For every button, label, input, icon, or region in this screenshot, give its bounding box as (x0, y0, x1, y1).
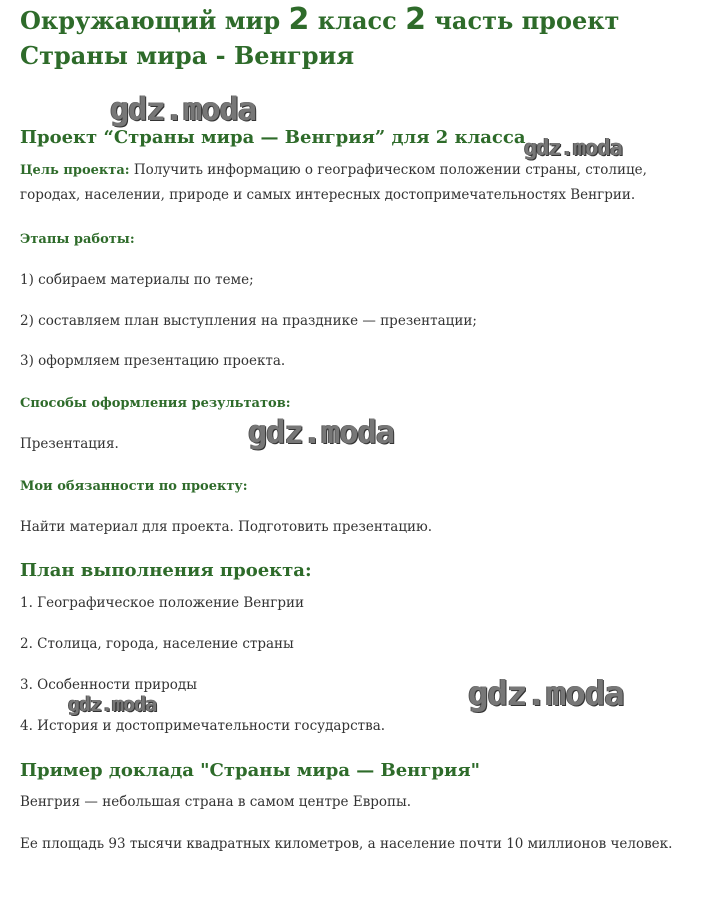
duties-label: Мои обязанности по проекту: (20, 479, 248, 494)
plan-item: 2. Столица, города, население страны (20, 636, 294, 652)
results-text: Презентация. (20, 436, 119, 452)
stage-item: 3) оформляем презентацию проекта. (20, 353, 286, 369)
project-heading: Проект “Страны мира — Венгрия” для 2 класса (20, 127, 526, 148)
page-title: Окружающий мир 2 класс 2 часть проект Страны мира - Венгрия (20, 2, 620, 70)
duties-text: Найти материал для проекта. Подготовить презентацию. (20, 519, 433, 535)
plan-heading: План выполнения проекта: (20, 560, 312, 581)
stage-item: 1) собираем материалы по теме; (20, 272, 254, 288)
watermark: gdz.moda (468, 674, 624, 714)
plan-item: 4. История и достопримечательности государства. (20, 718, 386, 734)
watermark: gdz.moda (110, 90, 257, 128)
watermark: gdz.moda (68, 692, 157, 716)
stages-label: Этапы работы: (20, 232, 135, 247)
plan-item: 1. Географическое положение Венгрии (20, 595, 305, 611)
example-paragraph: Ее площадь 93 тысячи квадратных километров, а население почти 10 миллионов человек. (20, 836, 673, 852)
goal-paragraph: Цель проекта: Получить информацию о географическом положении страны, столице, городах, населении, природе и самых интересных достопримечательностях Венгрии. (20, 162, 647, 203)
example-paragraph: Венгрия — небольшая страна в самом центре Европы. (20, 794, 412, 810)
results-label: Способы оформления результатов: (20, 396, 291, 411)
example-heading: Пример доклада "Страны мира — Венгрия" (20, 760, 481, 781)
watermark: gdz.moda (524, 136, 622, 161)
stage-item: 2) составляем план выступления на празднике — презентации; (20, 313, 477, 329)
watermark: gdz.moda (248, 413, 395, 451)
plan-item: 3. Особенности природы (20, 677, 197, 693)
